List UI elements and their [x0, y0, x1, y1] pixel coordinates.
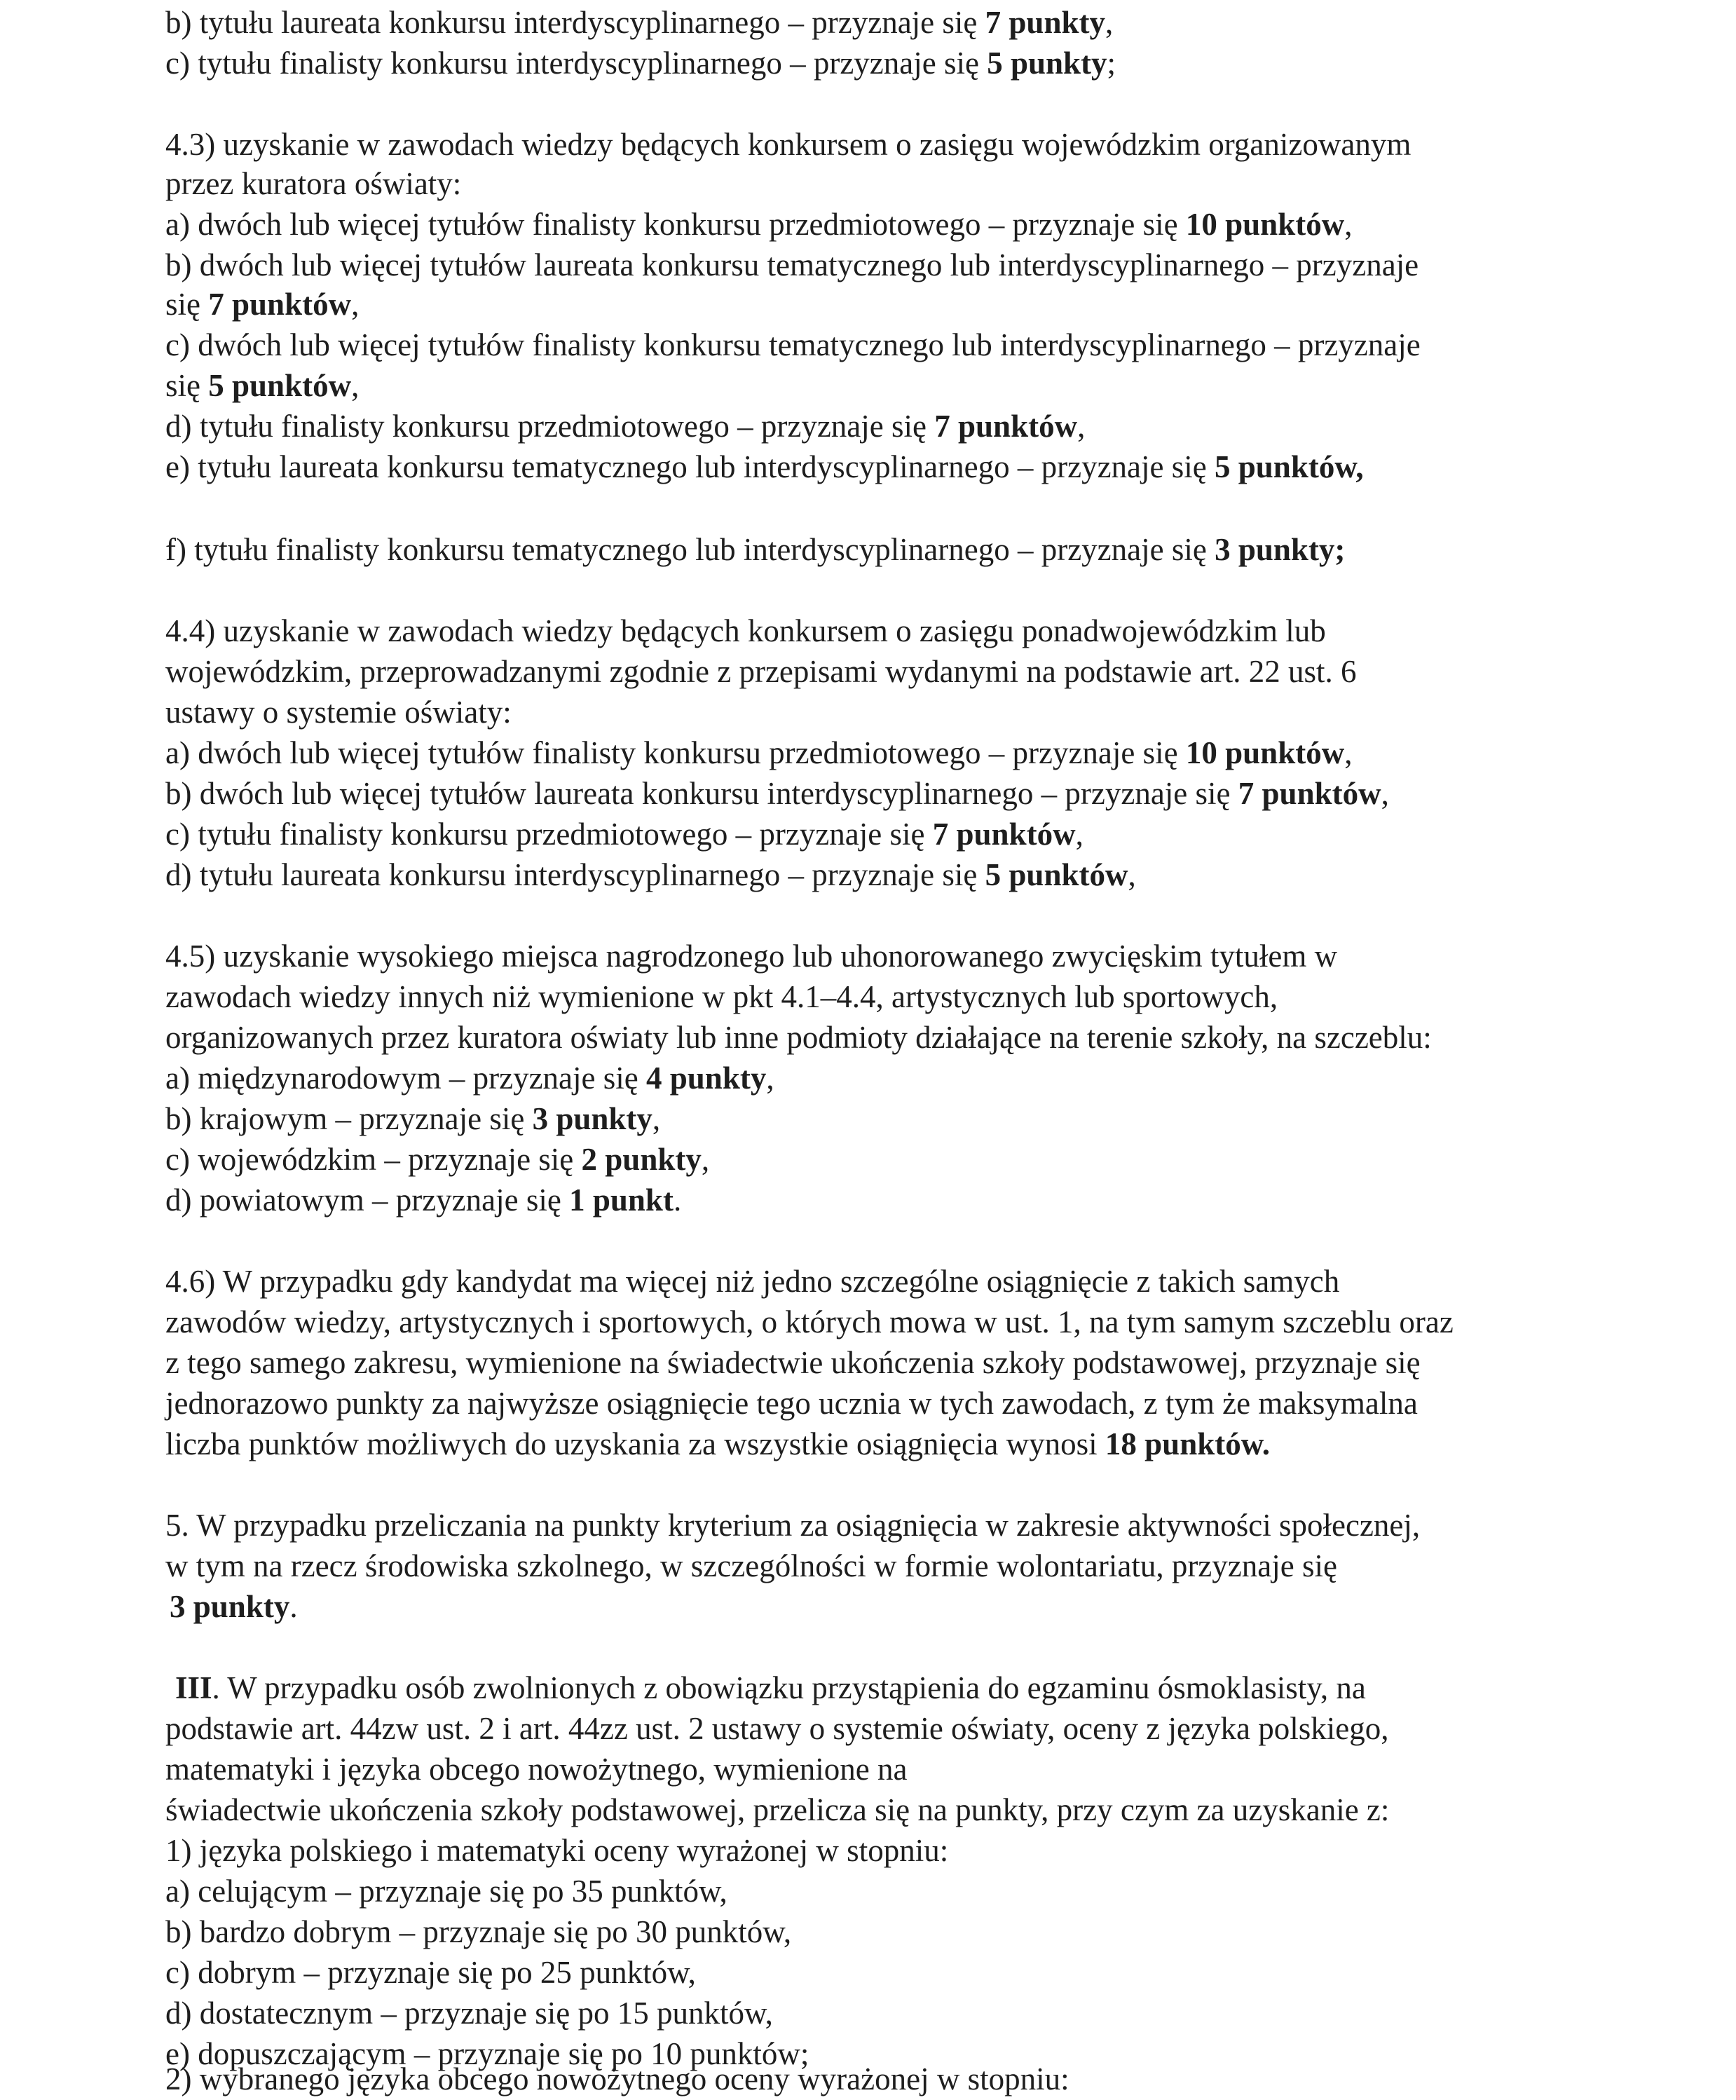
text-line: b) bardzo dobrym – przyznaje się po 30 punktów, — [165, 1914, 792, 1949]
text-line: 3 punkty. — [170, 1589, 298, 1624]
text-line: się 5 punktów, — [165, 368, 360, 403]
text-line: ustawy o systemie oświaty: — [165, 695, 512, 730]
section-heading-line: III. W przypadku osób zwolnionych z obowiązku przystąpienia do egzaminu ósmoklasisty, na — [175, 1670, 1366, 1705]
text-line: d) tytułu finalisty konkursu przedmiotowego – przyznaje się 7 punktów, — [165, 409, 1086, 444]
text-line: a) dwóch lub więcej tytułów finalisty konkursu przedmiotowego – przyznaje się 10 punktów, — [165, 207, 1353, 242]
text-line: przez kuratora oświaty: — [165, 166, 462, 201]
text-line: d) tytułu laureata konkursu interdyscyplinarnego – przyznaje się 5 punktów, — [165, 857, 1136, 892]
text-line: 4.5) uzyskanie wysokiego miejsca nagrodzonego lub uhonorowanego zwycięskim tytułem w — [165, 939, 1338, 974]
text-line: f) tytułu finalisty konkursu tematycznego lub interdyscyplinarnego – przyznaje się 3 punkty; — [165, 532, 1346, 567]
text-line: jednorazowo punkty za najwyższe osiągnięcie tego ucznia w tych zawodach, z tym że maksymalna — [165, 1386, 1418, 1421]
text-line: 4.6) W przypadku gdy kandydat ma więcej niż jedno szczególne osiągnięcie z takich samych — [165, 1264, 1340, 1299]
text-line: 1) języka polskiego i matematyki oceny wyrażonej w stopniu: — [165, 1833, 949, 1868]
text-line: e) dopuszczającym – przyznaje się po 10 punktów; — [165, 2036, 809, 2071]
text-line: w tym na rzecz środowiska szkolnego, w szczególności w formie wolontariatu, przyznaje się — [165, 1548, 1337, 1583]
text-line: b) dwóch lub więcej tytułów laureata konkursu interdyscyplinarnego – przyznaje się 7 punktów, — [165, 776, 1389, 811]
text-line: b) dwóch lub więcej tytułów laureata konkursu tematycznego lub interdyscyplinarnego – przyznaje — [165, 247, 1419, 282]
text-line: zawodów wiedzy, artystycznych i sportowych, o których mowa w ust. 1, na tym samym szczeblu oraz — [165, 1304, 1454, 1339]
text-line: 2) wybranego języka obcego nowożytnego oceny wyrażonej w stopniu: — [165, 2061, 1069, 2096]
text-line: organizowanych przez kuratora oświaty lub inne podmioty działające na terenie szkoły, na szczeblu: — [165, 1020, 1432, 1055]
text-line: a) międzynarodowym – przyznaje się 4 punkty, — [165, 1061, 774, 1096]
text-line: 4.4) uzyskanie w zawodach wiedzy będących konkursem o zasięgu ponadwojewódzkim lub — [165, 613, 1326, 648]
text-line: b) krajowym – przyznaje się 3 punkty, — [165, 1101, 661, 1136]
text-line: matematyki i języka obcego nowożytnego, wymienione na — [165, 1752, 908, 1787]
text-line: wojewódzkim, przeprowadzanymi zgodnie z przepisami wydanymi na podstawie art. 22 ust. 6 — [165, 654, 1357, 689]
text-line: c) tytułu finalisty konkursu interdyscyplinarnego – przyznaje się 5 punkty; — [165, 46, 1116, 81]
text-line: d) dostatecznym – przyznaje się po 15 punktów, — [165, 1996, 773, 2031]
text-line: d) powiatowym – przyznaje się 1 punkt. — [165, 1182, 682, 1218]
text-line: c) dwóch lub więcej tytułów finalisty konkursu tematycznego lub interdyscyplinarnego – przyznaje — [165, 327, 1421, 362]
text-line: liczba punktów możliwych do uzyskania za wszystkie osiągnięcia wynosi 18 punktów. — [165, 1426, 1271, 1461]
text-line: c) dobrym – przyznaje się po 25 punktów, — [165, 1955, 696, 1990]
text-line: świadectwie ukończenia szkoły podstawowej, przelicza się na punkty, przy czym za uzyskanie z: — [165, 1792, 1390, 1827]
text-line: b) tytułu laureata konkursu interdyscyplinarnego – przyznaje się 7 punkty, — [165, 5, 1114, 40]
text-line: podstawie art. 44zw ust. 2 i art. 44zz ust. 2 ustawy o systemie oświaty, oceny z języka polskiego, — [165, 1711, 1389, 1746]
text-line: z tego samego zakresu, wymienione na świadectwie ukończenia szkoły podstawowej, przyznaje się — [165, 1345, 1421, 1380]
text-line: c) wojewódzkim – przyznaje się 2 punkty, — [165, 1142, 710, 1177]
text-line: c) tytułu finalisty konkursu przedmiotowego – przyznaje się 7 punktów, — [165, 817, 1084, 852]
text-line: zawodach wiedzy innych niż wymienione w pkt 4.1–4.4, artystycznych lub sportowych, — [165, 979, 1278, 1014]
text-line: 4.3) uzyskanie w zawodach wiedzy będących konkursem o zasięgu wojewódzkim organizowanym — [165, 127, 1412, 162]
text-line: a) celującym – przyznaje się po 35 punktów, — [165, 1874, 727, 1909]
text-line: a) dwóch lub więcej tytułów finalisty konkursu przedmiotowego – przyznaje się 10 punktów, — [165, 735, 1353, 770]
text-line: się 7 punktów, — [165, 287, 360, 322]
text-line: e) tytułu laureata konkursu tematycznego lub interdyscyplinarnego – przyznaje się 5 punktów, — [165, 449, 1364, 484]
text-line: 5. W przypadku przeliczania na punkty kryterium za osiągnięcia w zakresie aktywności społecznej, — [165, 1508, 1421, 1543]
